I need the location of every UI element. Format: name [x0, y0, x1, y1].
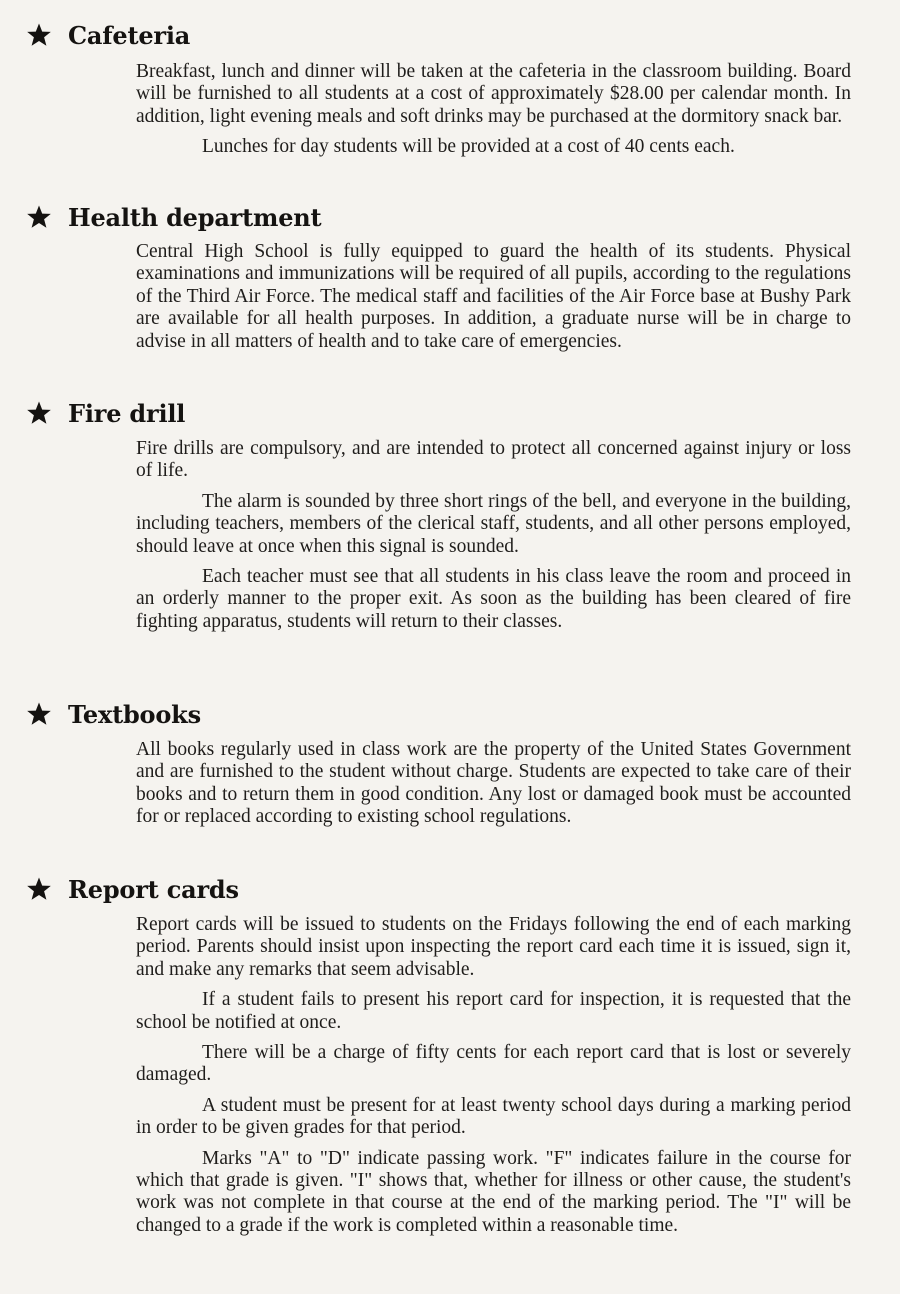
paragraph: Breakfast, lunch and dinner will be taken at the cafeteria in the classroom building. Board will be furnished to all students at a cost of approximately $28.00 per calendar month. In addition, light evening meals and soft drinks may be purchased at the dormitory snack bar. — [136, 61, 851, 127]
star-icon — [26, 876, 52, 902]
section-body — [136, 914, 851, 1245]
star-icon — [26, 701, 52, 727]
paragraph: Central High School is fully equipped to guard the health of its students. Physical examinations and immunizations will be required of all pupils, according to the regulations of the Third Air Force. The medical staff and facilities of the Air Force base at Bushy Park are available for all health purposes. In addition, a graduate nurse will be in charge to advise in all matters of health and to take care of emergencies. — [136, 241, 851, 352]
section-heading — [26, 872, 239, 906]
section-title: Fire drill — [68, 398, 186, 428]
section-title: Report cards — [68, 874, 239, 904]
section-body — [136, 61, 851, 167]
paragraph: The alarm is sounded by three short rings of the bell, and everyone in the building, including teachers, members of the clerical staff, students, and all other persons employed, should leave at once when this signal is sounded. — [136, 490, 851, 557]
section-heading — [26, 396, 185, 430]
paragraph: Lunches for day students will be provided at a cost of 40 cents each. — [202, 136, 735, 158]
paragraph: Fire drills are compulsory, and are intended to protect all concerned against injury or loss of life. — [136, 438, 851, 482]
section-title: Cafeteria — [68, 20, 191, 50]
paragraph: Report cards will be issued to students on the Fridays following the end of each marking period. Parents should insist upon inspecting the report card each time it is issued, sign it, and make any remarks that seem advisable. — [136, 914, 851, 980]
paragraph: If a student fails to present his report card for inspection, it is requested that the school be notified at once. — [136, 989, 851, 1033]
section-heading — [26, 18, 190, 52]
star-icon — [26, 400, 52, 426]
star-icon — [26, 204, 52, 230]
section-body — [136, 241, 851, 361]
paragraph: Marks "A" to "D" indicate passing work. "F" indicates failure in the course for which that grade is given. "I" shows that, whether for illness or other cause, the student's work was not complete in that course at the end of the marking period. The "I" will be changed to a grade if the work is completed within a reasonable time. — [136, 1147, 851, 1236]
section-body — [136, 438, 851, 641]
star-icon — [26, 22, 52, 48]
paragraph: A student must be present for at least twenty school days during a marking period in order to be given grades for that period. — [136, 1094, 851, 1139]
paragraph: There will be a charge of fifty cents for each report card that is lost or severely damaged. — [136, 1042, 851, 1086]
section-body — [136, 739, 851, 837]
paragraph: All books regularly used in class work are the property of the United States Government and are furnished to the student without charge. Students are expected to take care of their books and to return them in good condition. Any lost or damaged book must be accounted for or replaced according to existing school regulations. — [136, 739, 851, 828]
section-title: Textbooks — [68, 699, 201, 729]
paragraph: Each teacher must see that all students in his class leave the room and proceed in an orderly manner to the proper exit. As soon as the building has been cleared of fire fighting apparatus, students will return to their classes. — [136, 566, 851, 632]
section-heading — [26, 200, 321, 234]
section-title: Health department — [68, 202, 322, 232]
section-heading — [26, 697, 201, 731]
